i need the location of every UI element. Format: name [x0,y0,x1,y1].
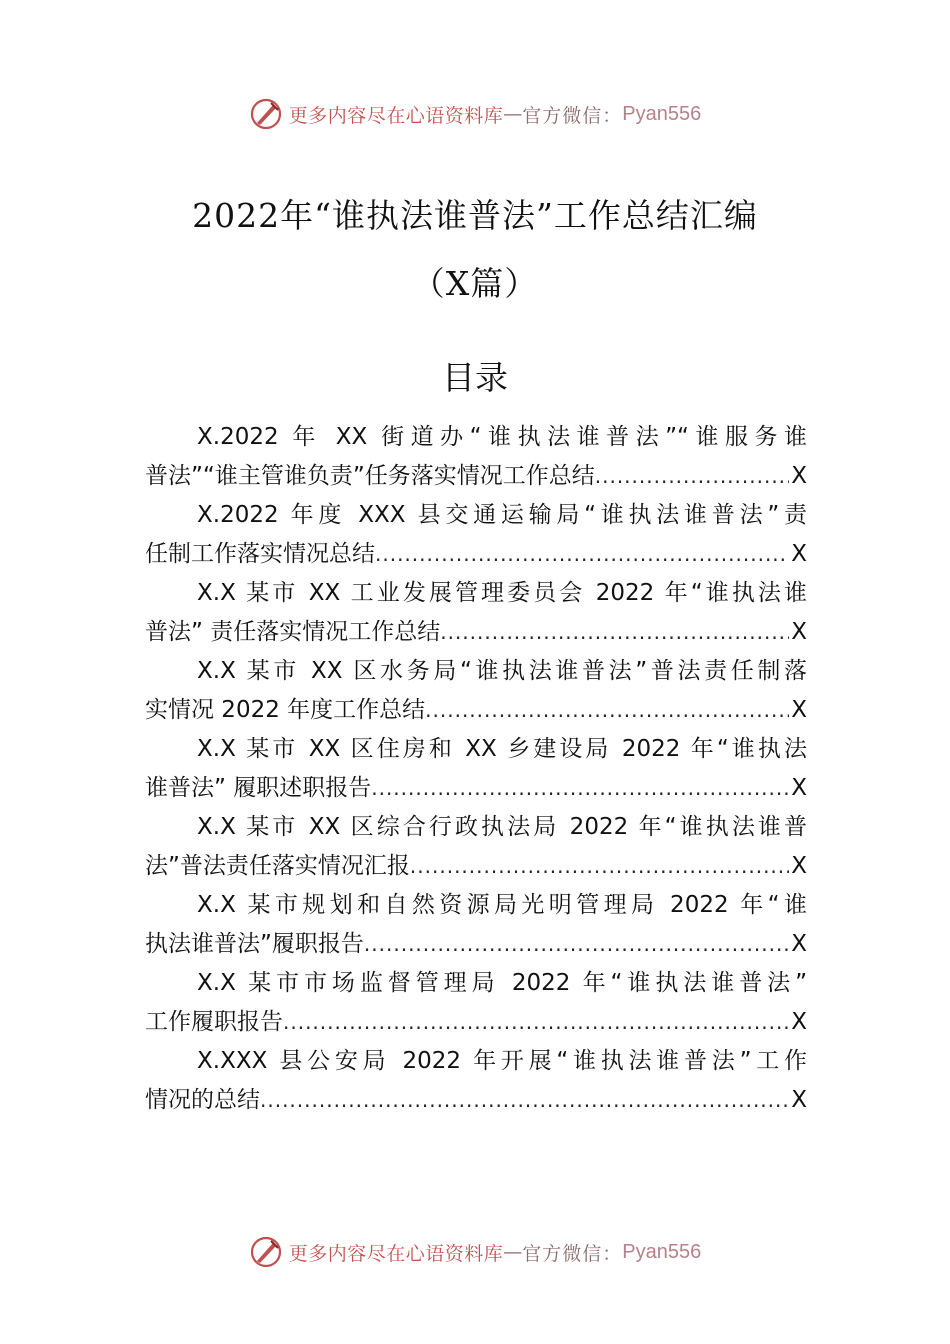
toc-entry[interactable] [145,730,807,808]
banner-dash: — [503,103,523,125]
toc-page-number: X [791,931,807,957]
toc-entry-line2: 工作履职报告 [145,1009,283,1035]
toc-page-number: X [791,541,807,567]
table-of-contents [145,418,807,1120]
toc-dot-leader [375,535,789,574]
toc-page-number: X [791,463,807,489]
document-subtitle: （X篇） [411,264,539,303]
banner-wechat-label: 官方微信： [522,104,623,127]
toc-entry-line1: X.X 某市 XX 区综合行政执法局 2022 年“谁执法谁普 [197,814,807,840]
toc-dot-leader [283,1003,789,1042]
quill-pen-logo-icon [249,97,283,131]
toc-entry[interactable] [145,964,807,1042]
toc-dot-leader [410,847,789,886]
toc-entry[interactable] [145,652,807,730]
toc-entry-line1: X.X 某市规划和自然资源局光明管理局 2022 年“谁 [197,892,807,918]
banner-main-text: 更多内容尽在心语资料库 [288,1242,504,1265]
toc-dot-leader [371,769,789,808]
toc-entry[interactable] [145,1042,807,1120]
toc-entry-line2: 执法谁普法”履职报告 [145,931,364,957]
toc-dot-leader [425,691,789,730]
toc-entry-line1: X.2022 年度 XXX 县交通运输局“谁执法谁普法”责 [197,502,807,528]
footer-watermark-banner [0,1232,950,1272]
banner-main-text: 更多内容尽在心语资料库 [288,104,504,127]
toc-page-number: X [791,853,807,879]
toc-entry-line1: X.X 某市 XX 工业发展管理委员会 2022 年“谁执法谁 [197,580,807,606]
toc-dot-leader [364,925,789,964]
toc-dot-leader [440,613,789,652]
toc-entry-line2: 普法”“谁主管谁负责”任务落实情况工作总结 [145,463,595,489]
toc-dot-leader [595,457,789,496]
banner-wechat-label: 官方微信： [522,1242,623,1265]
toc-entry-line2: 情况的总结 [145,1087,260,1113]
toc-entry-line2: 法”普法责任落实情况汇报 [145,853,410,879]
banner-wechat-id: Pyan556 [622,1240,702,1263]
document-title: 2022年“谁执法谁普法”工作总结汇编 [192,196,758,235]
header-watermark-banner [0,94,950,134]
toc-entry[interactable] [145,574,807,652]
quill-pen-logo-icon [249,1235,283,1269]
toc-page-number: X [791,1087,807,1113]
toc-page-number: X [791,619,807,645]
toc-entry-line2: 任制工作落实情况总结 [145,541,375,567]
toc-entry[interactable] [145,886,807,964]
toc-entry-line1: X.X 某市 XX 区水务局“谁执法谁普法”普法责任制落 [197,658,807,684]
toc-entry-line2: 普法” 责任落实情况工作总结 [145,619,441,645]
toc-page-number: X [791,1009,807,1035]
toc-entry-line1: X.XXX 县公安局 2022 年开展“谁执法谁普法”工作 [197,1048,807,1074]
toc-entry-line1: X.X 某市市场监督管理局 2022 年“谁执法谁普法” [197,970,807,996]
toc-entry-line2: 谁普法” 履职述职报告 [145,775,372,801]
toc-dot-leader [260,1081,789,1120]
toc-entry-line2: 实情况 2022 年度工作总结 [145,697,426,723]
banner-wechat-id: Pyan556 [622,102,702,125]
toc-entry[interactable] [145,496,807,574]
toc-entry-line1: X.2022 年 XX 街道办“谁执法谁普法”“谁服务谁 [197,424,807,450]
toc-page-number: X [791,775,807,801]
toc-heading: 目录 [442,358,508,397]
toc-entry[interactable] [145,808,807,886]
banner-dash: — [503,1241,523,1263]
toc-page-number: X [791,697,807,723]
toc-entry[interactable] [145,418,807,496]
toc-entry-line1: X.X 某市 XX 区住房和 XX 乡建设局 2022 年“谁执法 [197,736,807,762]
